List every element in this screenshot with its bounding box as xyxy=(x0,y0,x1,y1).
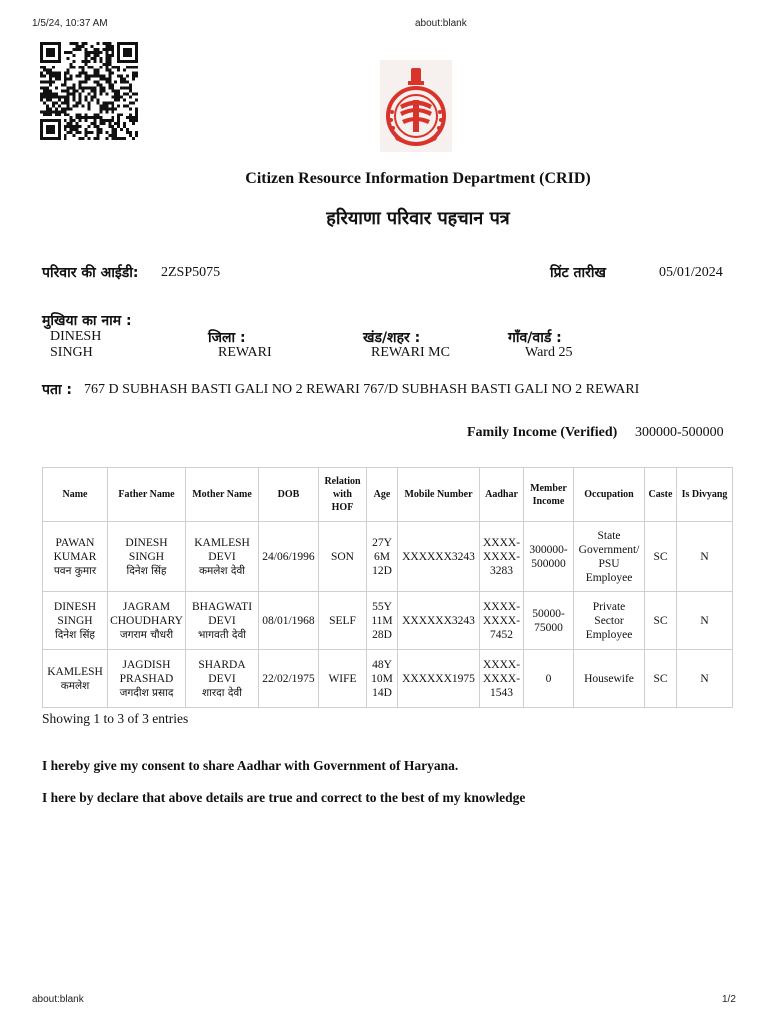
cell-member-income xyxy=(524,592,574,650)
cell-age xyxy=(367,522,398,592)
village-value: Ward 25 xyxy=(525,345,573,360)
cell-relation: SELF xyxy=(319,592,367,650)
cell-text: KUMAR xyxy=(53,550,97,563)
cell-text: 27Y xyxy=(372,536,392,549)
cell-text: 3283 xyxy=(490,564,513,577)
document-title-hindi: हरियाणा परिवार पहचान पत्र xyxy=(326,208,510,229)
print-date-label: प्रिंट तारीख xyxy=(550,265,606,281)
family-income-value: 300000-500000 xyxy=(635,425,724,440)
cell-text: XXXX- xyxy=(482,672,521,685)
column-header: Is Divyang xyxy=(677,468,733,522)
cell-father-name xyxy=(108,592,186,650)
cell-text: DEVI xyxy=(208,614,236,627)
cell-text: PSU xyxy=(598,557,620,570)
address-value: 767 D SUBHASH BASTI GALI NO 2 REWARI 767/D SUBHASH BASTI GALI NO 2 REWARI xyxy=(84,382,640,397)
table-row xyxy=(43,650,733,708)
cell-age xyxy=(367,650,398,708)
column-header: DOB xyxy=(259,468,319,522)
declaration-statement: I here by declare that above details are true and correct to the best of my knowledge xyxy=(42,790,526,805)
cell-occupation xyxy=(574,650,645,708)
block-value: REWARI MC xyxy=(371,345,450,360)
table-body xyxy=(43,522,733,708)
cell-text: 500000 xyxy=(531,557,566,570)
column-header: Occupation xyxy=(574,468,645,522)
column-header: Relation with HOF xyxy=(319,468,367,522)
cell-text: PRASHAD xyxy=(119,672,174,685)
cell-dob: 24/06/1996 xyxy=(259,522,319,592)
table-row xyxy=(43,592,733,650)
cell-text: XXXX- xyxy=(482,614,521,627)
column-header: Father Name xyxy=(108,468,186,522)
district-label: जिला : xyxy=(208,330,246,346)
cell-mobile: XXXXXX3243 xyxy=(398,592,480,650)
cell-text: Employee xyxy=(585,571,633,584)
family-id-label: परिवार की आईडी: xyxy=(42,265,139,281)
column-header: Name xyxy=(43,468,108,522)
consent-statement: I hereby give my consent to share Aadhar with Government of Haryana. xyxy=(42,758,459,773)
village-label: गाँव/वार्ड : xyxy=(508,330,562,346)
cell-relation: SON xyxy=(319,522,367,592)
cell-occupation xyxy=(574,592,645,650)
print-url-bottom: about:blank xyxy=(32,994,84,1005)
cell-text: 50000- xyxy=(532,607,565,620)
cell-father-name xyxy=(108,650,186,708)
cell-mother-name xyxy=(186,522,259,592)
column-header: Mobile Number xyxy=(398,468,480,522)
address-label: पता : xyxy=(42,382,73,398)
cell-dob: 22/02/1975 xyxy=(259,650,319,708)
head-name-line2: SINGH xyxy=(50,345,93,360)
cell-text-hindi: दिनेश सिंह xyxy=(126,564,167,577)
cell-age xyxy=(367,592,398,650)
cell-name xyxy=(43,522,108,592)
cell-text: CHOUDHARY xyxy=(110,614,183,627)
cell-aadhar xyxy=(480,650,524,708)
cell-dob: 08/01/1968 xyxy=(259,592,319,650)
cell-text-hindi: पवन कुमार xyxy=(53,564,97,577)
cell-text: Housewife xyxy=(584,672,634,685)
cell-name xyxy=(43,650,108,708)
cell-text-hindi: कमलेश देवी xyxy=(198,564,246,577)
print-url-top: about:blank xyxy=(415,18,467,29)
cell-text: XXXX- xyxy=(482,600,521,613)
cell-caste: SC xyxy=(645,522,677,592)
cell-text: 0 xyxy=(545,672,552,685)
table-row xyxy=(43,522,733,592)
cell-text: 6M xyxy=(374,550,390,563)
cell-text: JAGRAM xyxy=(122,600,171,613)
cell-text: 7452 xyxy=(490,628,513,641)
cell-mother-name xyxy=(186,592,259,650)
cell-text: BHAGWATI xyxy=(191,600,253,613)
print-page-number: 1/2 xyxy=(722,994,736,1005)
cell-relation: WIFE xyxy=(319,650,367,708)
entries-info: Showing 1 to 3 of 3 entries xyxy=(42,711,189,726)
cell-member-income xyxy=(524,522,574,592)
cell-text: Employee xyxy=(585,628,633,641)
cell-text: 48Y xyxy=(372,658,392,671)
cell-text-hindi: जगदीश प्रसाद xyxy=(119,686,174,699)
cell-caste: SC xyxy=(645,592,677,650)
department-title: Citizen Resource Information Department (CRID) xyxy=(245,170,591,187)
column-header: Caste xyxy=(645,468,677,522)
cell-text: XXXX- xyxy=(482,550,521,563)
cell-text: DINESH xyxy=(125,536,168,549)
state-emblem-icon xyxy=(380,60,452,152)
block-label: खंड/शहर : xyxy=(363,330,421,346)
column-header: Age xyxy=(367,468,398,522)
cell-text-hindi: कमलेश xyxy=(60,679,90,692)
cell-text: PAWAN xyxy=(55,536,95,549)
head-name-line1: DINESH xyxy=(50,329,102,344)
cell-text: Private xyxy=(592,600,626,613)
column-header: Member Income xyxy=(524,468,574,522)
cell-text: 12D xyxy=(372,564,392,577)
cell-text: Government/ xyxy=(578,543,640,556)
qr-code-icon xyxy=(40,42,138,140)
cell-aadhar xyxy=(480,522,524,592)
cell-mobile: XXXXXX1975 xyxy=(398,650,480,708)
cell-text: DEVI xyxy=(208,672,236,685)
cell-text: 1543 xyxy=(490,686,513,699)
cell-text: SHARDA xyxy=(198,658,246,671)
family-income-label: Family Income (Verified) xyxy=(467,425,618,440)
cell-text-hindi: जगराम चौधरी xyxy=(119,628,174,641)
cell-text: 75000 xyxy=(534,621,563,634)
cell-text: JAGDISH xyxy=(122,658,171,671)
cell-text: DINESH xyxy=(53,600,97,613)
cell-text: 300000- xyxy=(529,543,568,556)
cell-text: Sector xyxy=(594,614,624,627)
cell-text: 11M xyxy=(371,614,393,627)
district-value: REWARI xyxy=(218,345,272,360)
cell-text: 28D xyxy=(372,628,392,641)
cell-text-hindi: दिनेश सिंह xyxy=(55,628,95,641)
cell-text: 14D xyxy=(372,686,392,699)
head-name-label: मुखिया का नाम : xyxy=(42,313,132,329)
family-members-table xyxy=(42,467,733,708)
cell-text: 55Y xyxy=(372,600,392,613)
cell-divyang: N xyxy=(677,522,733,592)
cell-text: State xyxy=(597,529,621,542)
cell-father-name xyxy=(108,522,186,592)
cell-mother-name xyxy=(186,650,259,708)
print-date-value: 05/01/2024 xyxy=(659,265,723,280)
cell-text: KAMLESH xyxy=(47,665,103,678)
cell-caste: SC xyxy=(645,650,677,708)
column-header: Mother Name xyxy=(186,468,259,522)
cell-text: KAMLESH xyxy=(194,536,250,549)
cell-text: XXXX- xyxy=(482,536,521,549)
cell-text: DEVI xyxy=(208,550,236,563)
cell-text-hindi: शारदा देवी xyxy=(202,686,242,699)
family-id-value: 2ZSP5075 xyxy=(161,265,221,280)
cell-text: SINGH xyxy=(57,614,93,627)
cell-text-hindi: भागवती देवी xyxy=(197,628,247,641)
cell-name xyxy=(43,592,108,650)
cell-aadhar xyxy=(480,592,524,650)
column-header: Aadhar xyxy=(480,468,524,522)
cell-text: SINGH xyxy=(128,550,165,563)
cell-divyang: N xyxy=(677,650,733,708)
cell-text: XXXX- xyxy=(482,658,521,671)
cell-member-income xyxy=(524,650,574,708)
cell-divyang: N xyxy=(677,592,733,650)
cell-text: 10M xyxy=(371,672,393,685)
print-datetime: 1/5/24, 10:37 AM xyxy=(32,18,108,29)
cell-occupation xyxy=(574,522,645,592)
table-header-row xyxy=(43,468,733,522)
cell-mobile: XXXXXX3243 xyxy=(398,522,480,592)
